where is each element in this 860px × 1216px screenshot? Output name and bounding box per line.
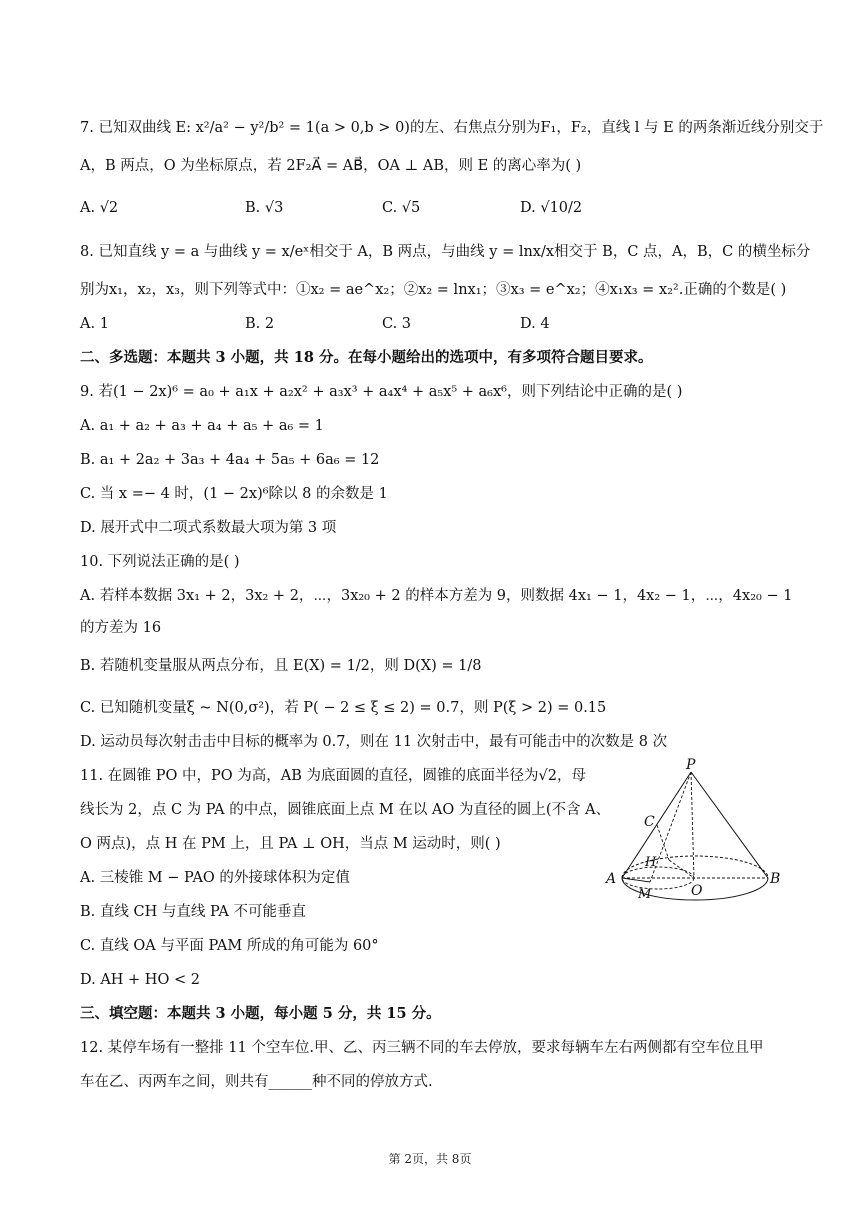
q7-option-d: D. √10/2: [520, 200, 583, 216]
label-a: A: [606, 871, 617, 887]
label-h: H: [645, 855, 657, 870]
edge-pb: [691, 772, 768, 878]
q11-option-d: D. AH + HO < 2: [80, 972, 200, 988]
label-b: B: [770, 871, 781, 887]
base-back-arc: [622, 856, 768, 878]
segment-ho: [669, 860, 694, 878]
q9-stem: 9. 若(1 − 2x)⁶ = a₀ + a₁x + a₂x² + a₃x³ + a₄x⁴ + a₅x⁵ + a₆x⁶，则下列结论中正确的是( ): [80, 384, 683, 400]
q11-option-a: A. 三棱锥 M − PAO 的外接球体积为定值: [80, 870, 350, 886]
segment-ch: [657, 825, 669, 860]
q12-stem-line2: 车在乙、丙两车之间，则共有______种不同的停放方式.: [80, 1074, 433, 1090]
q7-stem-line1: 7. 已知双曲线 E: x²/a² − y²/b² = 1(a > 0,b > 0)的左、右焦点分别为F₁，F₂，直线 l 与 E 的两条渐近线分别交于: [80, 120, 824, 136]
q10-option-b: B. 若随机变量服从两点分布，且 E(X) = 1/2，则 D(X) = 1/8: [80, 658, 482, 674]
q10-option-c: C. 已知随机变量ξ ~ N(0,σ²)，若 P( − 2 ≤ ξ ≤ 2) = 0.7，则 P(ξ > 2) = 0.15: [80, 700, 607, 716]
q12-stem-line1: 12. 某停车场有一整排 11 个空车位.甲、乙、丙三辆不同的车去停放，要求每辆车左右两侧都有空车位且甲: [80, 1040, 764, 1056]
q11-option-c: C. 直线 OA 与平面 PAM 所成的角可能为 60°: [80, 938, 379, 954]
q8-options: [80, 314, 790, 334]
q11-stem-line2: 线长为 2，点 C 为 PA 的中点，圆锥底面上点 M 在以 AO 为直径的圆上(不含 A、: [80, 802, 611, 818]
edge-pa: [622, 772, 691, 878]
q8-option-b: B. 2: [245, 316, 275, 332]
q9-option-b: B. a₁ + 2a₂ + 3a₃ + 4a₄ + 5a₅ + 6a₆ = 12: [80, 452, 380, 468]
cone-figure: [600, 758, 800, 908]
label-p: P: [686, 758, 696, 773]
q11-stem-line3: O 两点)，点 H 在 PM 上，且 PA ⊥ OH，当点 M 运动时，则( ): [80, 836, 501, 852]
q11-stem-line1: 11. 在圆锥 PO 中，PO 为高，AB 为底面圆的直径，圆锥的底面半径为√2，母: [80, 768, 586, 784]
q10-option-a-line2: 的方差为 16: [80, 620, 162, 636]
label-o: O: [691, 883, 703, 899]
segment-am: [622, 878, 650, 882]
q8-option-a: A. 1: [80, 316, 109, 332]
q9-option-d: D. 展开式中二项式系数最大项为第 3 项: [80, 520, 337, 536]
q11-option-b: B. 直线 CH 与直线 PA 不可能垂直: [80, 904, 306, 920]
page-footer: 第 2页，共 8页: [388, 1152, 472, 1166]
q7-option-b: B. √3: [245, 200, 284, 216]
segment-po: [691, 772, 694, 878]
q7-option-c: C. √5: [382, 200, 421, 216]
q8-option-d: D. 4: [520, 316, 550, 332]
q7-stem-line2: A，B 两点，O 为坐标原点，若 2F₂A⃗ = AB⃗，OA ⊥ AB，则 E 的离心率为( ): [80, 158, 582, 174]
q8-stem-line1: 8. 已知直线 y = a 与曲线 y = x/eˣ相交于 A，B 两点，与曲线 y = lnx/x相交于 B，C 点，A，B，C 的横坐标分: [80, 244, 811, 260]
label-c: C: [644, 814, 655, 830]
q7-options: [80, 198, 790, 218]
q10-option-a-line1: A. 若样本数据 3x₁ + 2，3x₂ + 2，⋯，3x₂₀ + 2 的样本方差为 9，则数据 4x₁ − 1，4x₂ − 1，⋯，4x₂₀ − 1: [80, 588, 793, 604]
section-heading-fill-in: 三、填空题：本题共 3 小题，每小题 5 分，共 15 分。: [80, 1005, 441, 1022]
section-heading-multiple-choice: 二、多选题：本题共 3 小题，共 18 分。在每小题给出的选项中，有多项符合题目要求。: [80, 349, 653, 366]
label-m: M: [638, 887, 652, 902]
q9-option-c: C. 当 x =− 4 时，(1 − 2x)⁶除以 8 的余数是 1: [80, 486, 388, 502]
q9-option-a: A. a₁ + a₂ + a₃ + a₄ + a₅ + a₆ = 1: [80, 418, 324, 434]
q8-stem-line2: 别为x₁，x₂，x₃，则下列等式中：①x₂ = ae^x₂；②x₂ = lnx₁；③x₃ = e^x₂；④x₁x₃ = x₂².正确的个数是( ): [80, 282, 787, 298]
q8-option-c: C. 3: [382, 316, 412, 332]
q10-stem: 10. 下列说法正确的是( ): [80, 554, 240, 570]
q7-option-a: A. √2: [80, 200, 119, 216]
q10-option-d: D. 运动员每次射击击中目标的概率为 0.7，则在 11 次射击中，最有可能击中的次数是 8 次: [80, 734, 668, 750]
